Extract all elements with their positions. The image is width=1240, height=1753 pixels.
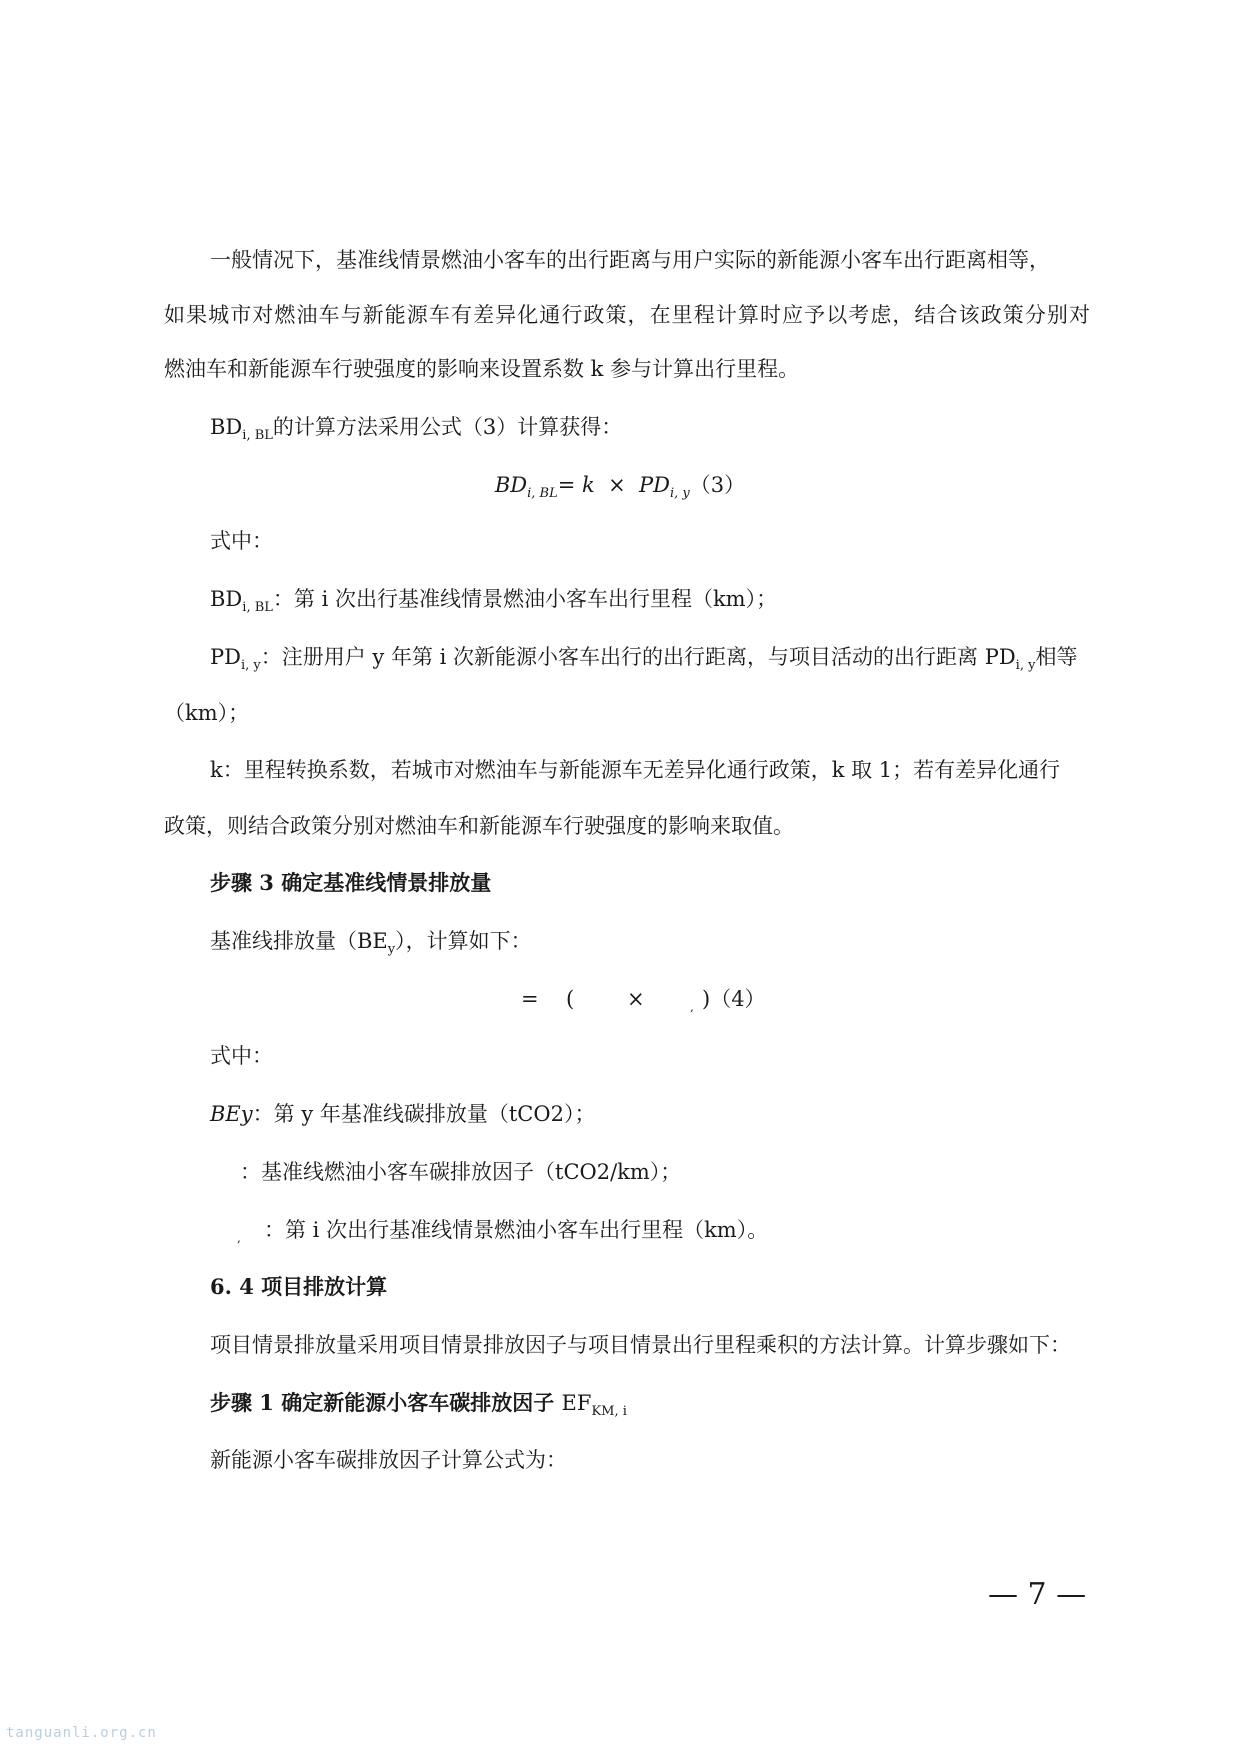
definition-ef: ：基准线燃油小客车碳排放因子（tCO2/km）； (240, 1160, 682, 1184)
definition-bd-2: , ：第 i 次出行基准线情景燃油小客车出行里程（km）。 (237, 1218, 769, 1245)
where-label: 式中： (210, 1044, 273, 1068)
paragraph-line: 燃油车和新能源车行驶强度的影响来设置系数 k 参与计算出行里程。 (164, 357, 800, 381)
step-3-heading: 步骤 3 确定基准线情景排放量 (210, 870, 492, 895)
formula-3: $BD_{i, BL}= k \times PD_{i, y}(3)$ (494, 473, 746, 502)
bd-symbol: BD (210, 415, 243, 439)
step-1-heading: 步骤 1 确定新能源小客车碳排放因子 $EF_{KM, i}$ (210, 1390, 627, 1420)
paragraph-line: 如果城市对燃油车与新能源车有差异化通行政策，在里程计算时应予以考虑，结合该政策分别对 (164, 303, 1090, 327)
watermark-text: tanguanli.org.cn (6, 1725, 157, 1741)
bd-subscript: i, BL (242, 428, 273, 444)
formula-number: （3） (689, 473, 746, 497)
definition-bey: BEy：第 y 年基准线碳排放量（tCO2）； (210, 1102, 596, 1126)
definition-k: k：里程转换系数，若城市对燃油车与新能源车无差异化通行政策，k 取 1；若有差异化通行 (210, 758, 1061, 782)
paragraph-line: 一般情况下，基准线情景燃油小客车的出行距离与用户实际的新能源小客车出行距离相等， (210, 248, 1050, 272)
section-6-4-heading: 6. 4 项目排放计算 (210, 1274, 388, 1299)
paragraph-line: 项目情景排放量采用项目情景排放因子与项目情景出行里程乘积的方法计算。计算步骤如下： (210, 1333, 1071, 1357)
paragraph-line: 新能源小客车碳排放因子计算公式为： (210, 1448, 567, 1472)
definition-pd-cont: （km）； (164, 701, 250, 725)
intro-text: 的计算方法采用公式（3）计算获得： (272, 415, 623, 439)
where-label: 式中： (210, 529, 273, 553)
page-number: — 7 — (988, 1577, 1087, 1612)
definition-pd: $PD_{i, y}$：注册用户 y 年第 i 次新能源小客车出行的出行距离，与项目活动的出行距离 $PD_{i, y}$相等 (210, 645, 1078, 674)
be-intro: 基准线排放量$(BE_y)$，计算如下： (210, 929, 532, 958)
definition-bd: $BD_{i, BL}$：第 i 次出行基准线情景燃油小客车出行里程（km）； (210, 587, 778, 616)
formula-intro (210, 412, 622, 442)
definition-k-cont: 政策，则结合政策分别对燃油车和新能源车行驶强度的影响来取值。 (164, 814, 794, 838)
